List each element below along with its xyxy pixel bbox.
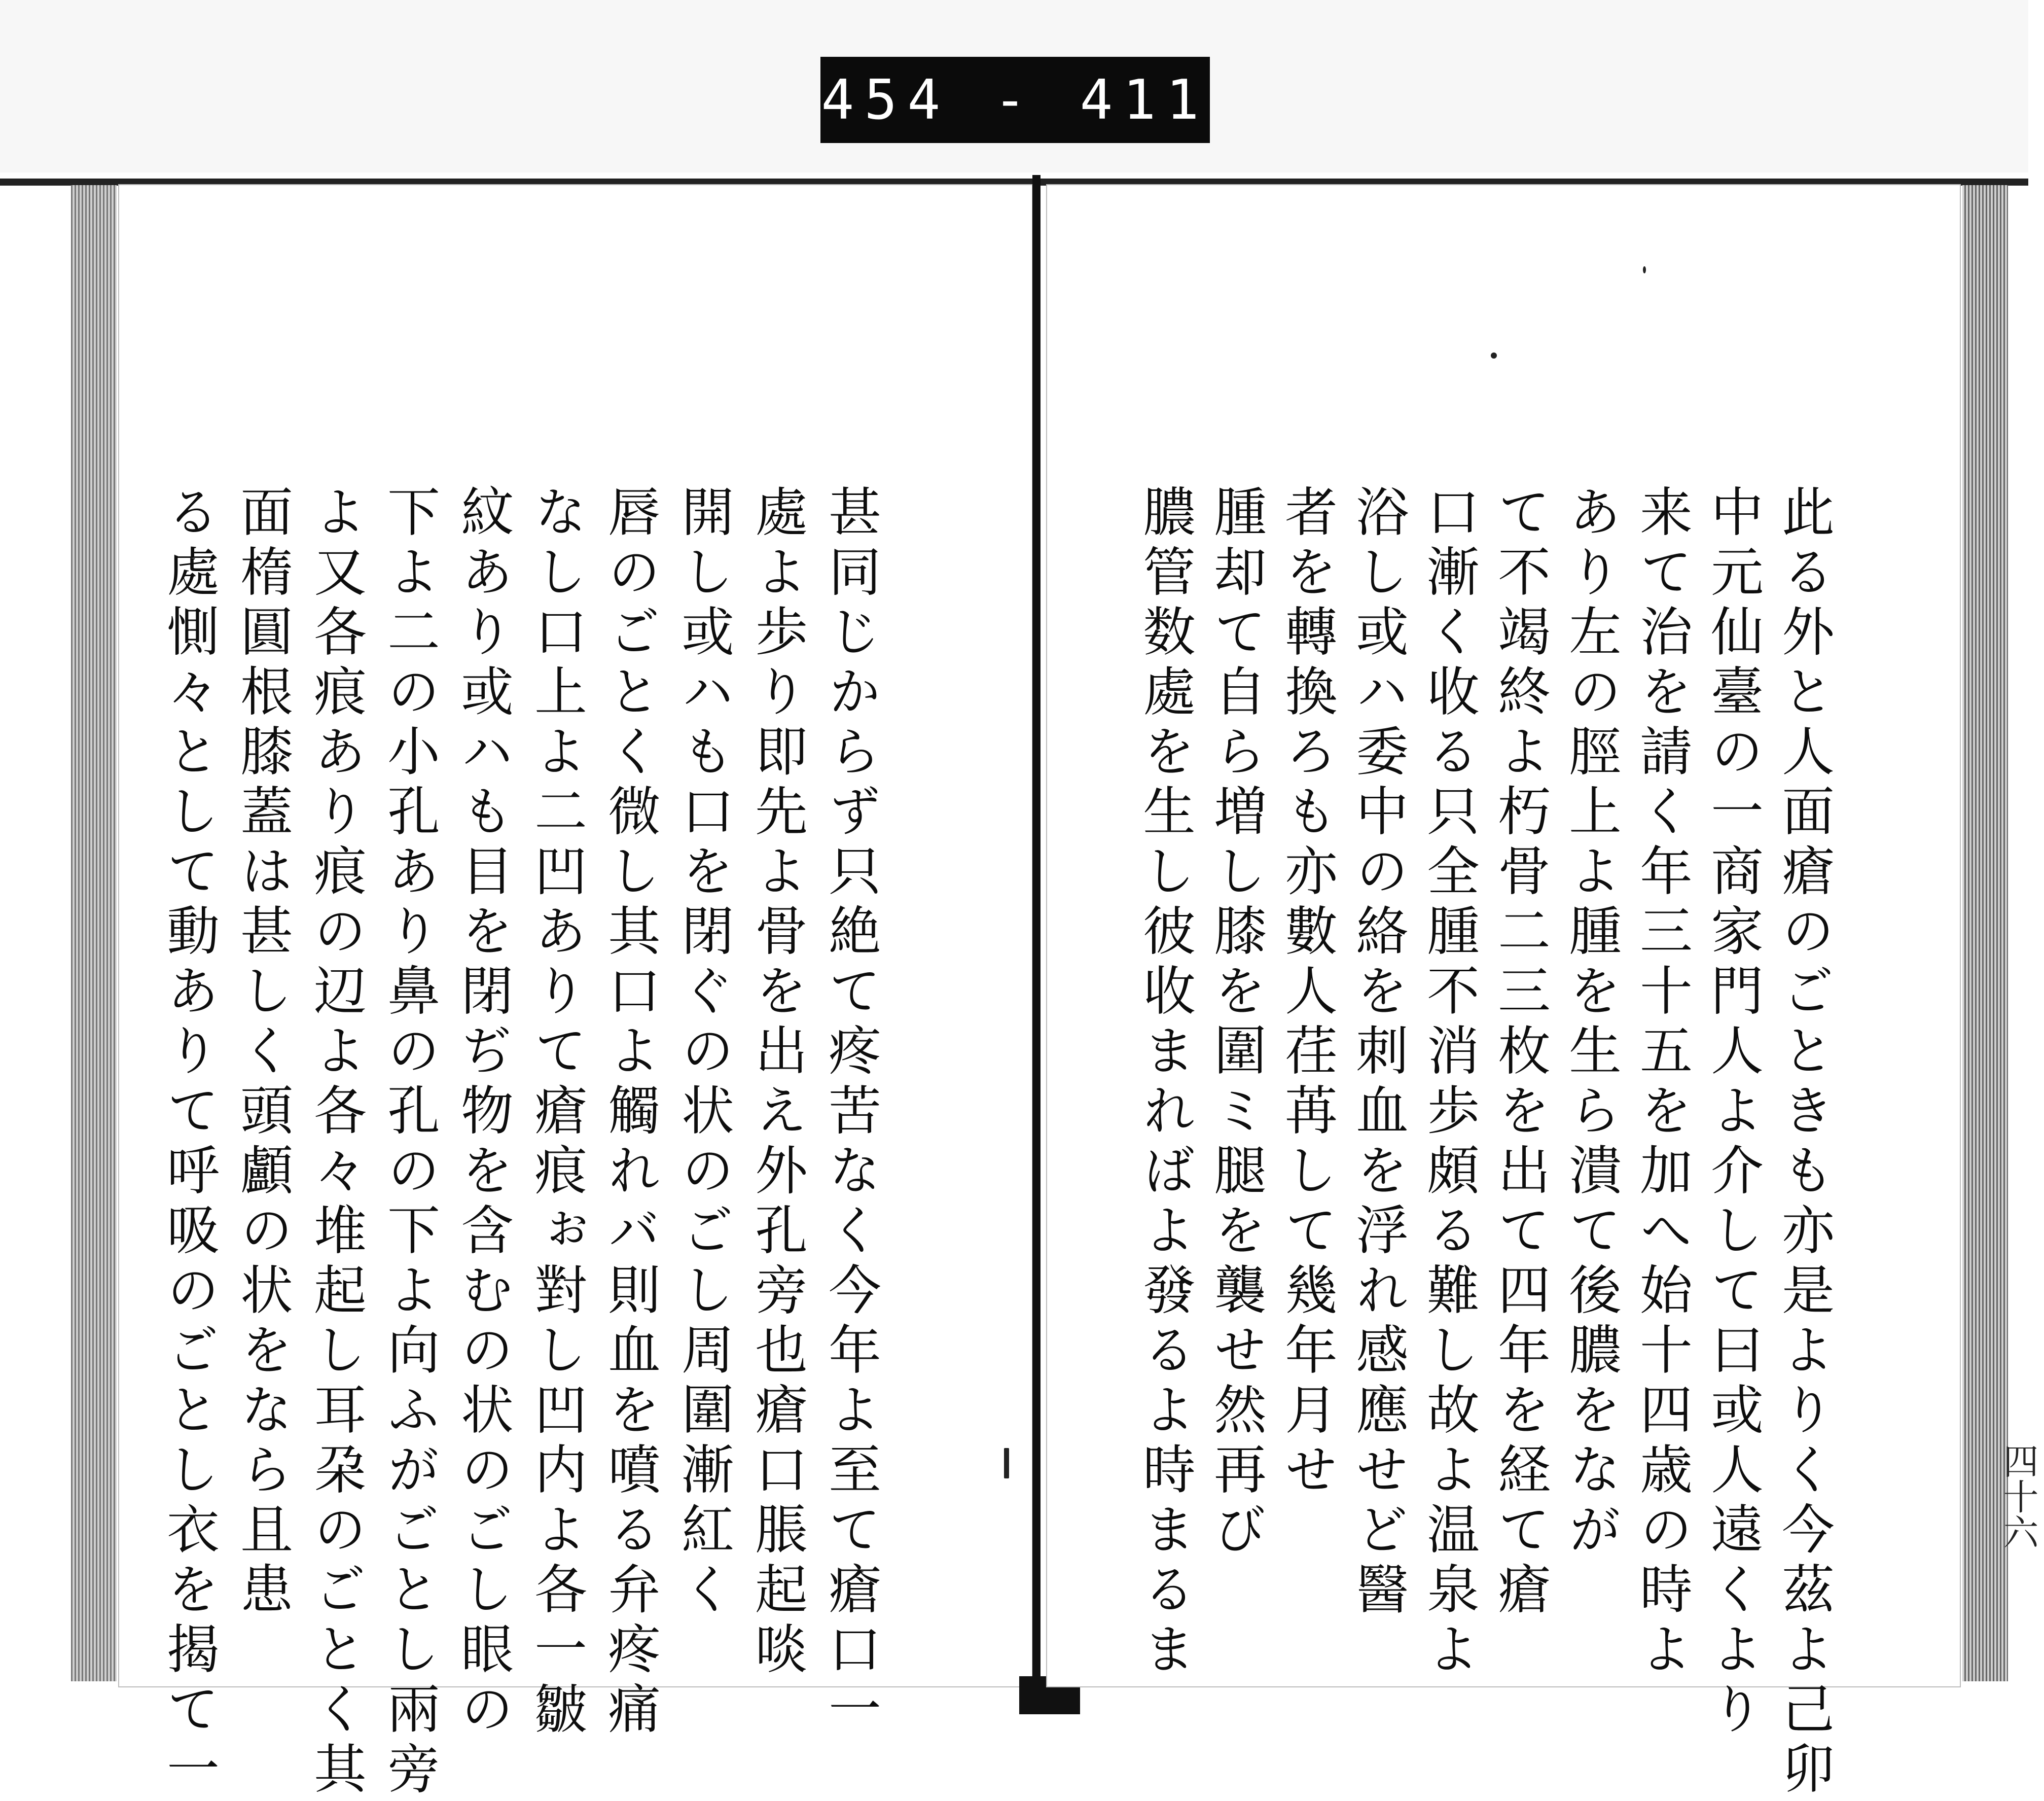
left-col-7: 下よ二の小孔あり鼻の孔の下よ向ふがごとし兩旁 — [378, 484, 440, 1801]
right-col-5: て不竭終よ朽骨二三枚を出て四年を経て瘡 — [1489, 484, 1551, 1621]
right-col-4: あり左の脛上よ腫を生ら潰て後膿をなが — [1560, 484, 1622, 1562]
right-col-6: 口漸く收る只全腫不消歩頗る難し故よ温泉よ — [1418, 484, 1480, 1681]
left-col-10: る處惻々として動ありて呼吸のごとし衣を揭て一 — [158, 484, 220, 1801]
book-gutter — [1032, 175, 1041, 1712]
ink-speck — [1004, 1448, 1009, 1478]
left-col-6: 紋あり或ハも目を閉ぢ物を含むの状のごし眼の — [452, 484, 514, 1741]
right-page-text — [1047, 484, 1960, 1801]
left-col-3: 開し或ハも口を閉ぐの状のごし周圍漸紅く — [672, 484, 734, 1621]
right-col-9: 腫却て自ら増し膝を圍ミ腿を襲せ然再び — [1205, 484, 1267, 1562]
page-number: 四十六 — [1997, 1443, 2039, 1549]
right-col-8: 者を轉換ろも亦數人荏苒して幾年月せ — [1276, 484, 1338, 1502]
left-col-2: 處よ歩り即先よ骨を出え外孔旁也瘡口脹起啖 — [746, 484, 808, 1681]
right-page — [1047, 185, 1960, 1801]
left-page-edges — [71, 185, 117, 1681]
left-col-9: 面楕圓根膝蓋は甚しく頭顱の状をなら且患 — [231, 484, 293, 1621]
left-col-5: なし口上よ二凹ありて瘡痕ぉ對し凹内よ各一皺 — [525, 484, 587, 1741]
ink-speck — [1491, 352, 1497, 359]
right-col-2: 中元仙臺の一商家門人よ介して曰或人遠くより — [1702, 484, 1764, 1741]
archive-label: 454 - 411 — [820, 57, 1210, 143]
left-col-8: よ又各痕あり痕の辺よ各々堆起し耳朶のごとく其 — [305, 484, 367, 1801]
open-book — [71, 175, 2039, 1801]
left-page — [119, 185, 1032, 1801]
right-col-10: 膿管数處を生し彼收まればよ發るよ時まるま — [1134, 484, 1196, 1681]
ink-speck — [1643, 266, 1646, 273]
left-col-4: 唇のごとく微し其口よ觸れバ則血を噴る弁疼痛 — [599, 484, 661, 1741]
right-col-7: 浴し或ハ委中の絡を刺血を浮れ感應せど醫 — [1347, 484, 1409, 1621]
right-col-3: 来て治を請く年三十五を加へ始十四歳の時よ — [1631, 484, 1693, 1681]
left-col-1: 甚同じからず只絶て疼苦なく今年よ至て瘡口一 — [819, 484, 881, 1741]
left-page-text — [119, 484, 1032, 1801]
right-col-1: 此る外と人面瘡のごときも亦是よりく今茲よ己卯 — [1773, 484, 1835, 1801]
